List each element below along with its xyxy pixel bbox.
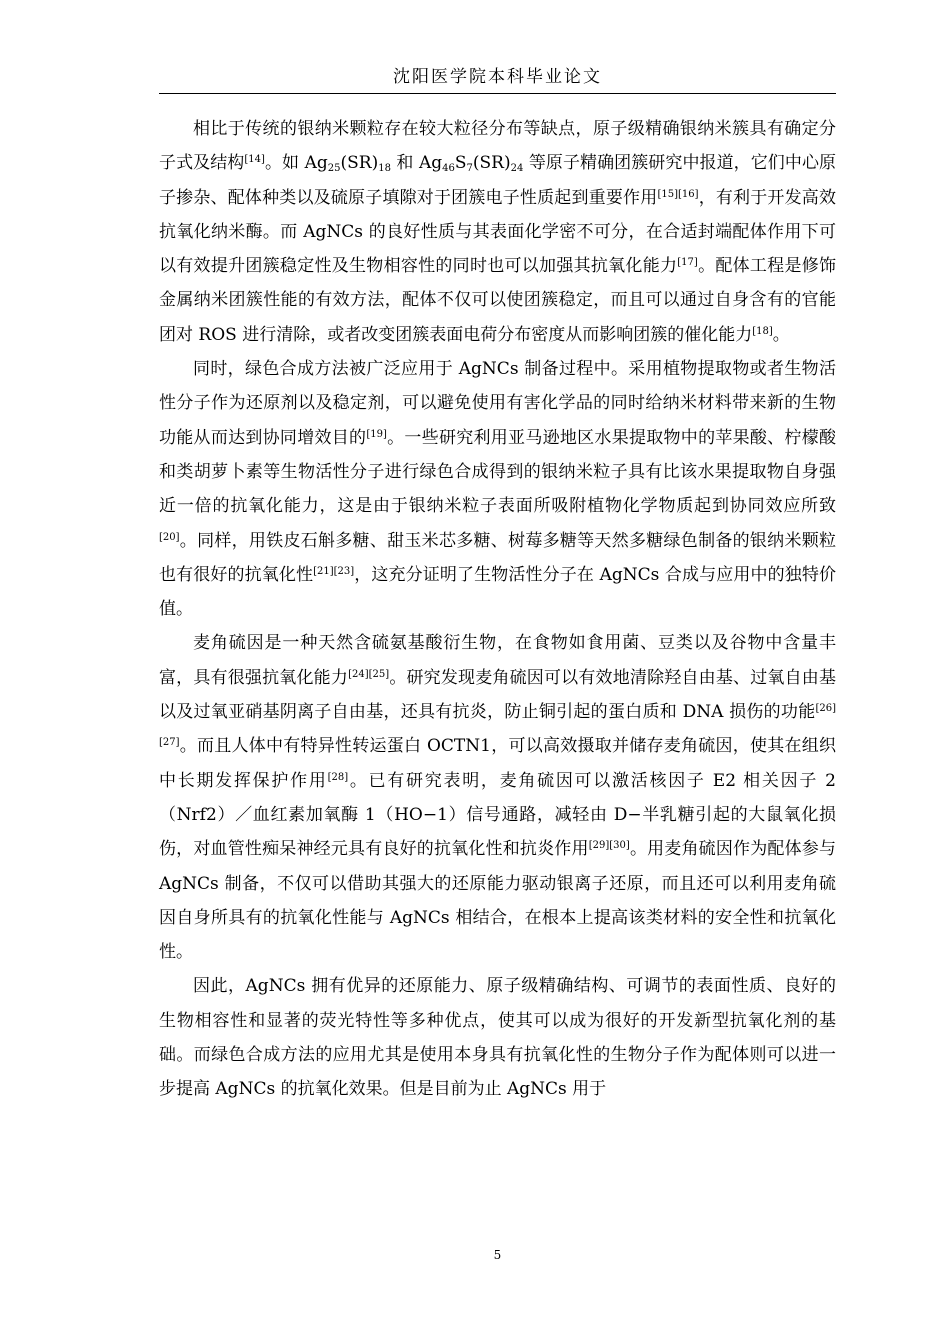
citation-superscript: [29][30]	[588, 840, 630, 852]
text-segment: ，有利于开发高效抗氧化纳米酶。而 AgNCs 的良好性质与其表面化学密不可分，在合适封端配体作用下可以有效提升团簇稳定性及生物相容性的同时也可以加强其抗氧化能力	[159, 187, 836, 277]
citation-superscript: [24][25]	[348, 668, 390, 680]
formula-subscript: 18	[378, 163, 391, 175]
header-rule	[159, 93, 836, 94]
formula-subscript: 7	[466, 163, 473, 175]
text-segment: 和 Ag	[390, 153, 443, 174]
citation-superscript: [17]	[677, 257, 698, 269]
formula-subscript: 46	[442, 163, 455, 175]
text-segment: 等原子精确团簇研究中报道，它们中心原子掺杂、配体种类以及硫原子填隙对于团簇电子性质起到重要作用	[159, 153, 837, 208]
text-segment: 。而且人体中有特异性转运蛋白 OCTN1，可以高效摄取并储存麦角硫因，使其在组织中长期发挥保护作用	[159, 736, 836, 791]
paragraph-2	[159, 352, 836, 626]
citation-superscript: [21][23]	[313, 565, 355, 577]
paragraph-1	[159, 112, 836, 352]
text-segment: 同时，绿色合成方法被广泛应用于 AgNCs 制备过程中。采用植物提取物或者生物活性分子作为还原剂以及稳定剂，可以避免使用有害化学品的同时给纳米材料带来新的生物功能从而达到协同增效目的	[159, 359, 836, 448]
text-segment: 。同样，用铁皮石斛多糖、甜玉米芯多糖、树莓多糖等天然多糖绿色制备的银纳米颗粒也有很好的抗氧化性	[159, 530, 836, 585]
text-segment: (SR)	[472, 153, 511, 174]
text-segment: 。已有研究表明，麦角硫因可以激活核因子 E2 相关因子 2（Nrf2）／血红素加氧酶 1（HO−1）信号通路，减轻由 D−半乳糖引起的大鼠氧化损伤，对血管性痴呆神经元具有良好的抗氧化性和抗炎作用	[159, 770, 836, 860]
text-segment: ，这充分证明了生物活性分子在 AgNCs 合成与应用中的独特价值。	[159, 564, 836, 620]
page-header-title: 沈阳医学院本科毕业论文	[393, 67, 602, 87]
text-segment: (SR)	[340, 153, 379, 174]
citation-superscript: [15][16]	[657, 188, 699, 200]
formula-subscript: 24	[510, 163, 524, 175]
citation-superscript: [14]	[244, 154, 265, 166]
page-number: 5	[493, 1248, 502, 1262]
citation-superscript: [20]	[159, 531, 180, 543]
text-segment: 相比于传统的银纳米颗粒存在较大粒径分布等缺点，原子级精确银纳米簇具有确定分子式及结构	[159, 119, 836, 174]
text-segment: 。	[772, 324, 790, 345]
text-segment: 。用麦角硫因作为配体参与 AgNCs 制备，不仅可以借助其强大的还原能力驱动银离子还原，而且还可以利用麦角硫因自身所具有的抗氧化性能与 AgNCs 相结合，在根本上提高该类材料的安全性和抗氧化性。	[159, 839, 836, 963]
formula-subscript: 25	[327, 163, 341, 175]
paragraph-3	[159, 626, 836, 969]
text-segment: 。一些研究利用亚马逊地区水果提取物中的苹果酸、柠檬酸和类胡萝卜素等生物活性分子进行绿色合成得到的银纳米粒子具有比该水果提取物自身强近一倍的抗氧化能力，这是由于银纳米粒子表面所吸附植物化学物质起到协同效应所致	[159, 427, 837, 517]
text-segment: 。如 Ag	[264, 153, 328, 174]
text-segment: S	[454, 153, 467, 174]
text-segment: 。配体工程是修饰金属纳米团簇性能的有效方法，配体不仅可以使团簇稳定，而且可以通过自身含有的官能团对 ROS 进行清除，或者改变团簇表面电荷分布密度从而影响团簇的催化能力	[159, 256, 837, 345]
citation-superscript: [28]	[327, 771, 349, 783]
paragraph-4	[159, 969, 836, 1106]
body-text	[159, 112, 836, 1107]
text-segment: 麦角硫因是一种天然含硫氨基酸衍生物，在食物如食用菌、豆类以及谷物中含量丰富，具有很强抗氧化能力	[159, 633, 836, 688]
text-segment: 。研究发现麦角硫因可以有效地清除羟自由基、过氧自由基以及过氧亚硝基阴离子自由基，还具有抗炎，防止铜引起的蛋白质和 DNA 损伤的功能	[159, 667, 836, 723]
citation-superscript: [19]	[366, 428, 387, 440]
citation-superscript: [18]	[752, 325, 773, 337]
citation-superscript: [26][27]	[159, 703, 836, 749]
text-segment: 因此，AgNCs 拥有优异的还原能力、原子级精确结构、可调节的表面性质、良好的生物相容性和显著的荧光特性等多种优点，使其可以成为很好的开发新型抗氧化剂的基础。而绿色合成方法的应用尤其是使用本身具有抗氧化性的生物分子作为配体则可以进一步提高 AgNCs 的抗氧化效果。但是目前为止 AgNCs 用于	[159, 976, 836, 1100]
